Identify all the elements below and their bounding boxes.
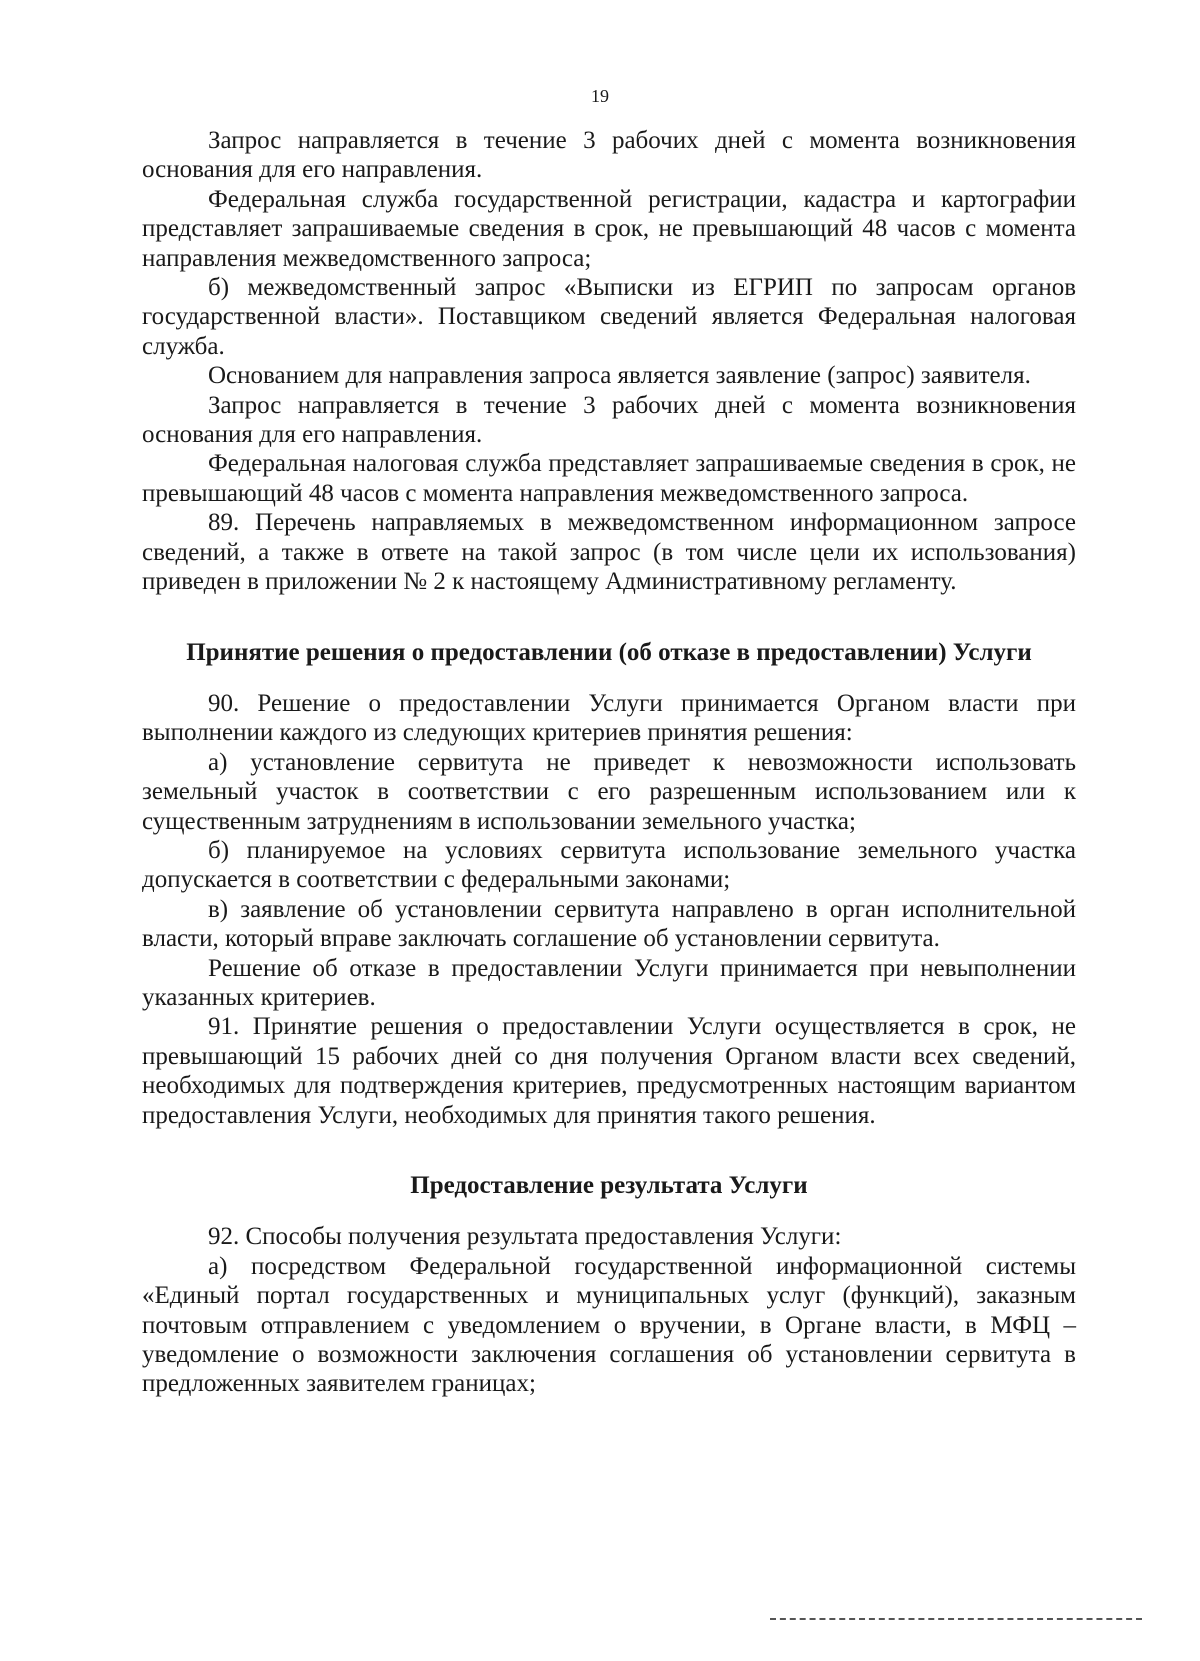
paragraph: Решение об отказе в предоставлении Услуги принимается при невыполнении указанных критериев. [142, 954, 1076, 1011]
paragraph: 89. Перечень направляемых в межведомственном информационном запросе сведений, а также в ответе на такой запрос (в том числе цели их использования) приведен в приложении № 2 к настоящему Административному регламенту. [142, 509, 1076, 596]
spacer [142, 597, 1076, 638]
paragraph: Федеральная налоговая служба представляет запрашиваемые сведения в срок, не превышающий 48 часов с момента направления межведомственного запроса. [142, 450, 1076, 507]
paragraph: б) межведомственный запрос «Выписки из ЕГРИП по запросам органов государственной власти». Поставщиком сведений является Федеральная налоговая служба. [142, 274, 1076, 360]
paragraph: Федеральная служба государственной регистрации, кадастра и картографии представляет запрашиваемые сведения в срок, не превышающий 48 часов с момента направления межведомственного запроса; [142, 185, 1076, 272]
paragraph: в) заявление об установлении сервитута направлено в орган исполнительной власти, который вправе заключать соглашение об установлении сервитута. [142, 895, 1076, 953]
section-heading-result: Предоставление результата Услуги [410, 1172, 808, 1199]
paragraph: а) установление сервитута не приведет к невозможности использовать земельный участок в соответствии с его разрешенным использованием или к существенным затруднениям в использовании земельного участка; [142, 748, 1076, 835]
section-heading-decision: Принятие решения о предоставлении (об отказе в предоставлении) Услуги [186, 638, 1032, 666]
paragraph: Запрос направляется в течение 3 рабочих дней с момента возникновения основания для его направления. [142, 391, 1076, 449]
spacer [142, 1200, 1076, 1222]
footer-dashed-line [770, 1618, 1142, 1620]
paragraph: Основанием для направления запроса является заявление (запрос) заявителя. [208, 362, 1031, 390]
paragraph: а) посредством Федеральной государственной информационной системы «Единый портал государственных и муниципальных услуг (функций), заказным почтовым отправлением с уведомлением о вручении, в Органе власти, в МФЦ – уведомление о возможности заключения соглашения об установлении сервитута в предложенных заявителем границах; [142, 1252, 1076, 1398]
paragraph: 92. Способы получения результата предоставления Услуги: [208, 1223, 842, 1251]
paragraph: Запрос направляется в течение 3 рабочих дней с момента возникновения основания для его направления. [142, 127, 1076, 184]
paragraph: 90. Решение о предоставлении Услуги принимается Органом власти при выполнении каждого из следующих критериев принятия решения: [142, 689, 1076, 747]
page-number: 19 [591, 86, 609, 106]
spacer [142, 667, 1076, 689]
paragraph: б) планируемое на условиях сервитута использование земельного участка допускается в соответствии с федеральными законами; [142, 836, 1076, 894]
paragraph: 91. Принятие решения о предоставлении Услуги осуществляется в срок, не превышающий 15 рабочих дней со дня получения Органом власти всех сведений, необходимых для подтверждения критериев, предусмотренных настоящим вариантом предоставления Услуги, необходимых для принятия такого решения. [142, 1013, 1076, 1129]
document-body [142, 126, 1076, 1399]
spacer [142, 1130, 1076, 1171]
